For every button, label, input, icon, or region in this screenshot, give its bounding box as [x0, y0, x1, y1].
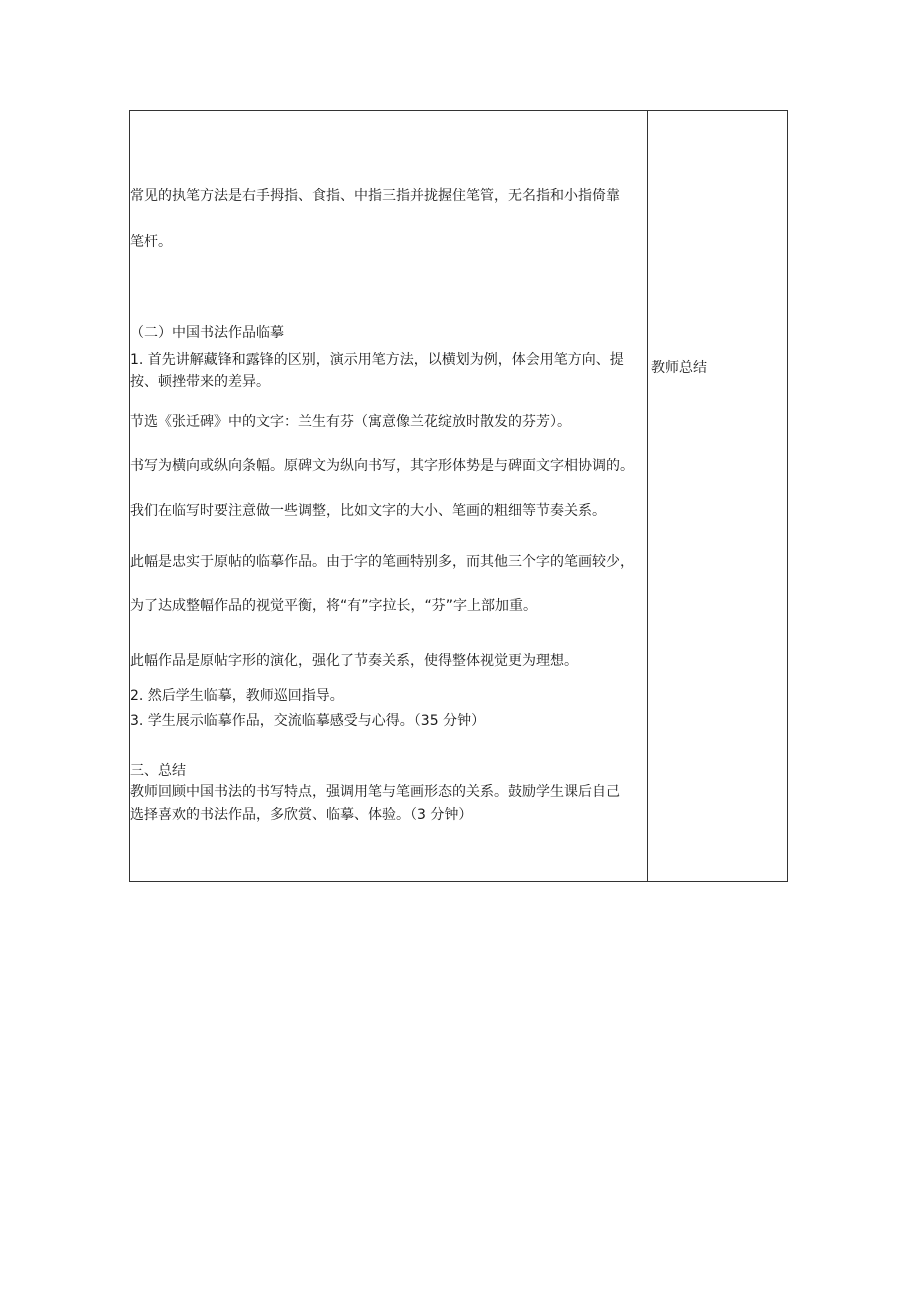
text-line: 选择喜欢的书法作品，多欣赏、临摹、体验。（3 分钟） [130, 807, 473, 823]
section-heading: 三、总结 [130, 763, 186, 779]
text-line: 为了达成整幅作品的视觉平衡，将“有”字拉长，“芬”字上部加重。 [130, 598, 538, 614]
text-line: 3. 学生展示临摹作品，交流临摹感受与心得。（35 分钟） [130, 713, 486, 729]
text-line: 按、顿挫带来的差异。 [130, 374, 270, 390]
text-line: 2. 然后学生临摹，教师巡回指导。 [130, 688, 344, 704]
text-line: 1. 首先讲解藏锋和露锋的区别，演示用笔方法，以横划为例，体会用笔方向、提 [130, 352, 624, 368]
text-line: 笔杆。 [130, 234, 172, 250]
text-line: 常见的执笔方法是右手拇指、食指、中指三指并拢握住笔管，无名指和小指倚靠 [130, 188, 620, 204]
teacher-summary-label: 教师总结 [651, 360, 707, 376]
text-line: 此幅作品是原帖字形的演化，强化了节奏关系，使得整体视觉更为理想。 [130, 653, 578, 669]
text-line: 书写为横向或纵向条幅。原碑文为纵向书写，其字形体势是与碑面文字相协调的。 [130, 458, 634, 474]
lesson-plan-table [129, 110, 788, 882]
text-line: 此幅是忠实于原帖的临摹作品。由于字的笔画特别多，而其他三个字的笔画较少， [130, 554, 634, 570]
section-heading: （二）中国书法作品临摹 [130, 325, 284, 341]
text-line: 教师回顾中国书法的书写特点，强调用笔与笔画形态的关系。鼓励学生课后自己 [130, 784, 620, 800]
text-line: 节选《张迁碑》中的文字：兰生有芬（寓意像兰花绽放时散发的芬芳）。 [130, 414, 571, 430]
text-line: 我们在临写时要注意做一些调整，比如文字的大小、笔画的粗细等节奏关系。 [130, 503, 606, 519]
column-divider [647, 111, 648, 881]
